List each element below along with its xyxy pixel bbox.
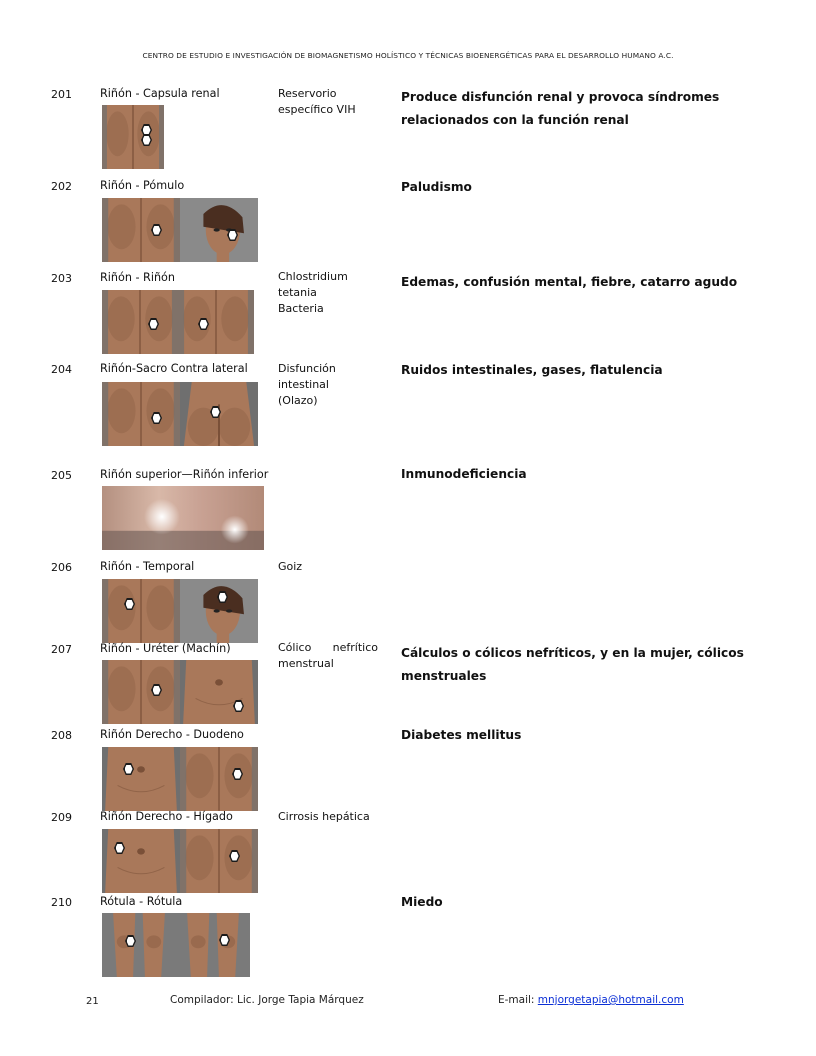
body-image [102,913,176,977]
pathogen-line: menstrual [278,657,334,670]
pathogen-line: Cirrosis hepática [278,810,370,823]
symptom: Miedo [401,895,443,909]
body-image [102,747,180,811]
body-image [180,660,258,724]
email-label: E-mail: [498,994,538,1006]
pathogen-line: Chlostridium [278,270,348,283]
symptom: Inmunodeficiencia [401,467,527,481]
point-number: 202 [51,180,72,193]
point-pair: Riñón - Riñón [100,271,175,284]
point-pair: Riñón-Sacro Contra lateral [100,362,248,375]
pathogen [278,361,378,409]
point-pair: Riñón Derecho - Hígado [100,810,233,823]
body-image [102,829,180,893]
pathogen-line: Reservorio [278,87,337,100]
body-image [102,382,180,446]
symptom: Diabetes mellitus [401,728,522,742]
email-line [498,994,684,1006]
symptom: Ruidos intestinales, gases, flatulencia [401,363,663,377]
point-pair: Riñón - Capsula renal [100,87,220,100]
symptom: Edemas, confusión mental, fiebre, catarro agudo [401,275,738,289]
pathogen-line: (Olazo) [278,394,318,407]
body-image [178,290,254,354]
pathogen-line: Goiz [278,560,303,573]
document-header: CENTRO DE ESTUDIO E INVESTIGACIÓN DE BIOMAGNETISMO HOLÍSTICO Y TÉCNICAS BIOENERGÉTICAS PARA EL DESARROLLO HUMANO A.C. [142,51,674,60]
point-pair: Riñón superior—Riñón inferior [100,468,269,481]
page-number: 21 [86,996,99,1007]
body-image [180,829,258,893]
symptom: Paludismo [401,180,472,194]
point-number: 205 [51,469,72,482]
pathogen [278,269,378,317]
body-image [176,913,250,977]
symptom: Cálculos o cólicos nefríticos, y en la mujer, cólicos menstruales [401,646,744,683]
pathogen-line: tetania [278,286,317,299]
pathogen [278,559,378,575]
pathogen [278,86,378,118]
body-image [102,579,180,643]
point-number: 209 [51,811,72,824]
point-pair: Riñón - Temporal [100,560,195,573]
body-image [180,579,258,643]
body-image [102,290,178,354]
body-image [102,486,264,550]
pathogen-line: Disfunción [278,362,336,375]
point-number: 207 [51,643,72,656]
compiler-credit: Compilador: Lic. Jorge Tapia Márquez [170,994,364,1006]
point-number: 204 [51,363,72,376]
point-number: 208 [51,729,72,742]
point-number: 206 [51,561,72,574]
pathogen-line: Bacteria [278,302,324,315]
point-number: 210 [51,896,72,909]
pathogen-line: específico VIH [278,103,356,116]
pathogen-line: Cólico nefrítico [278,641,378,654]
pathogen [278,640,378,672]
body-image [102,660,180,724]
email-link[interactable]: mnjorgetapia@hotmail.com [537,994,684,1006]
body-image [102,198,180,262]
point-pair: Riñón Derecho - Duodeno [100,728,244,741]
point-pair: Riñón - Uréter (Machín) [100,642,231,655]
point-number: 203 [51,272,72,285]
body-image [180,747,258,811]
point-number: 201 [51,88,72,101]
point-pair: Rótula - Rótula [100,895,183,908]
body-image [180,198,258,262]
body-image [102,105,164,169]
pathogen-line: intestinal [278,378,329,391]
point-pair: Riñón - Pómulo [100,179,185,192]
pathogen [278,809,378,825]
symptom: Produce disfunción renal y provoca síndromes relacionados con la función renal [401,90,720,127]
